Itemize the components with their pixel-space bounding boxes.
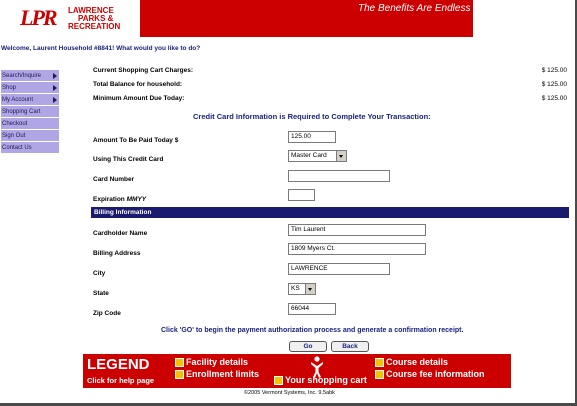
balance-amount: $ 125.00 xyxy=(541,81,567,88)
sidebar-item-label: Search/Inquire xyxy=(2,73,42,79)
enrollment-icon xyxy=(175,370,184,379)
legend-enrollment xyxy=(175,369,259,379)
legend-fee xyxy=(375,369,485,379)
zip-code-label: Zip Code xyxy=(93,310,121,317)
sidebar-item-label: Checkout xyxy=(2,121,28,127)
chevron-down-icon[interactable] xyxy=(305,284,315,294)
cart-charges-amount: $ 125.00 xyxy=(541,67,567,74)
zip-code-input[interactable]: 66044 xyxy=(288,303,336,315)
cardholder-name-label: Cardholder Name xyxy=(93,230,148,237)
state-select[interactable] xyxy=(288,283,316,295)
instructions-text: Click 'GO' to begin the payment authorization process and generate a confirmation receipt. xyxy=(161,327,464,334)
expiration-hint: MMYY xyxy=(126,196,147,203)
legend-enrollment-label: Enrollment limits xyxy=(186,369,260,379)
legend-cart-label: Your shopping cart xyxy=(285,375,367,385)
card-number-label: Card Number xyxy=(93,176,135,183)
logo-line-3: RECREATION xyxy=(68,22,121,31)
legend-course xyxy=(375,357,448,367)
logo-line-1: LAWRENCE xyxy=(68,6,114,15)
cardholder-name-input[interactable]: Tim Laurent xyxy=(288,224,426,236)
legend-cart xyxy=(274,375,367,385)
sidebar-item-checkout[interactable] xyxy=(1,118,59,130)
course-icon xyxy=(375,358,384,367)
logo[interactable] xyxy=(0,0,140,37)
site-header xyxy=(0,0,473,37)
sidebar-item-label: Shop xyxy=(2,85,17,91)
sidebar-item-search[interactable] xyxy=(1,70,59,82)
cart-charges-label: Current Shopping Cart Charges: xyxy=(93,67,194,74)
sidebar-item-label: Contact Us xyxy=(2,145,32,151)
credit-card-selected: Master Card xyxy=(291,152,327,159)
sidebar-item-shopping-cart[interactable] xyxy=(1,106,59,118)
go-button[interactable]: Go xyxy=(289,341,327,352)
logo-line-2: PARKS & xyxy=(78,14,114,23)
sidebar-item-contact-us[interactable] xyxy=(1,142,59,154)
billing-address-input[interactable]: 1809 Myers Ct. xyxy=(288,243,426,255)
expiration-label-text: Expiration xyxy=(93,196,125,203)
legend-facility-label: Facility details xyxy=(186,357,249,367)
sidebar-item-shop[interactable] xyxy=(1,82,59,94)
balance-label: Total Balance for household: xyxy=(93,81,183,88)
amount-label: Amount To Be Paid Today $ xyxy=(93,137,179,144)
chevron-down-icon[interactable] xyxy=(336,151,346,161)
sidebar-menu xyxy=(1,70,59,154)
card-number-input[interactable] xyxy=(288,170,390,182)
logo-text xyxy=(68,7,120,31)
chevron-right-icon xyxy=(53,85,57,91)
sidebar-item-label: Sign Out xyxy=(2,133,26,139)
state-selected: KS xyxy=(291,285,300,292)
minimum-due-amount: $ 125.00 xyxy=(541,95,567,102)
billing-section-header: Billing Information xyxy=(91,207,569,218)
expiration-input[interactable] xyxy=(288,189,315,201)
facility-icon xyxy=(175,358,184,367)
sidebar-item-label: Shopping Cart xyxy=(2,109,41,115)
credit-card-label: Using This Credit Card xyxy=(93,156,164,163)
legend-banner[interactable] xyxy=(83,354,511,388)
tagline: The Benefits Are Endless xyxy=(358,3,471,14)
legend-course-label: Course details xyxy=(386,357,449,367)
help-link[interactable]: Click for help page xyxy=(87,376,155,385)
city-input[interactable]: LAWRENCE xyxy=(288,263,390,275)
logo-mark: LPR xyxy=(20,5,56,30)
back-button[interactable]: Back xyxy=(331,341,369,352)
legend-fee-label: Course fee information xyxy=(386,369,485,379)
credit-card-notice: Credit Card Information is Required to Complete Your Transaction: xyxy=(193,112,431,121)
chevron-right-icon xyxy=(53,97,57,103)
amount-input[interactable]: 125.00 xyxy=(288,131,336,143)
minimum-due-label: Minimum Amount Due Today: xyxy=(93,95,185,102)
copyright: ©2005 Vermont Systems, Inc. 9.5abk xyxy=(244,390,335,396)
state-label: State xyxy=(93,290,109,297)
city-label: City xyxy=(93,270,106,277)
legend-title: LEGEND xyxy=(87,356,150,373)
credit-card-select[interactable] xyxy=(288,150,347,162)
welcome-message: Welcome, Laurent Household #8841! What would you like to do? xyxy=(1,45,201,52)
expiration-label xyxy=(93,196,146,203)
fee-icon xyxy=(375,370,384,379)
cart-icon xyxy=(274,376,283,385)
sidebar-item-my-account[interactable] xyxy=(1,94,59,106)
billing-address-label: Billing Address xyxy=(93,250,141,257)
sidebar-item-sign-out[interactable] xyxy=(1,130,59,142)
chevron-right-icon xyxy=(53,73,57,79)
sidebar-item-label: My Account xyxy=(2,97,34,103)
legend-facility xyxy=(175,357,248,367)
